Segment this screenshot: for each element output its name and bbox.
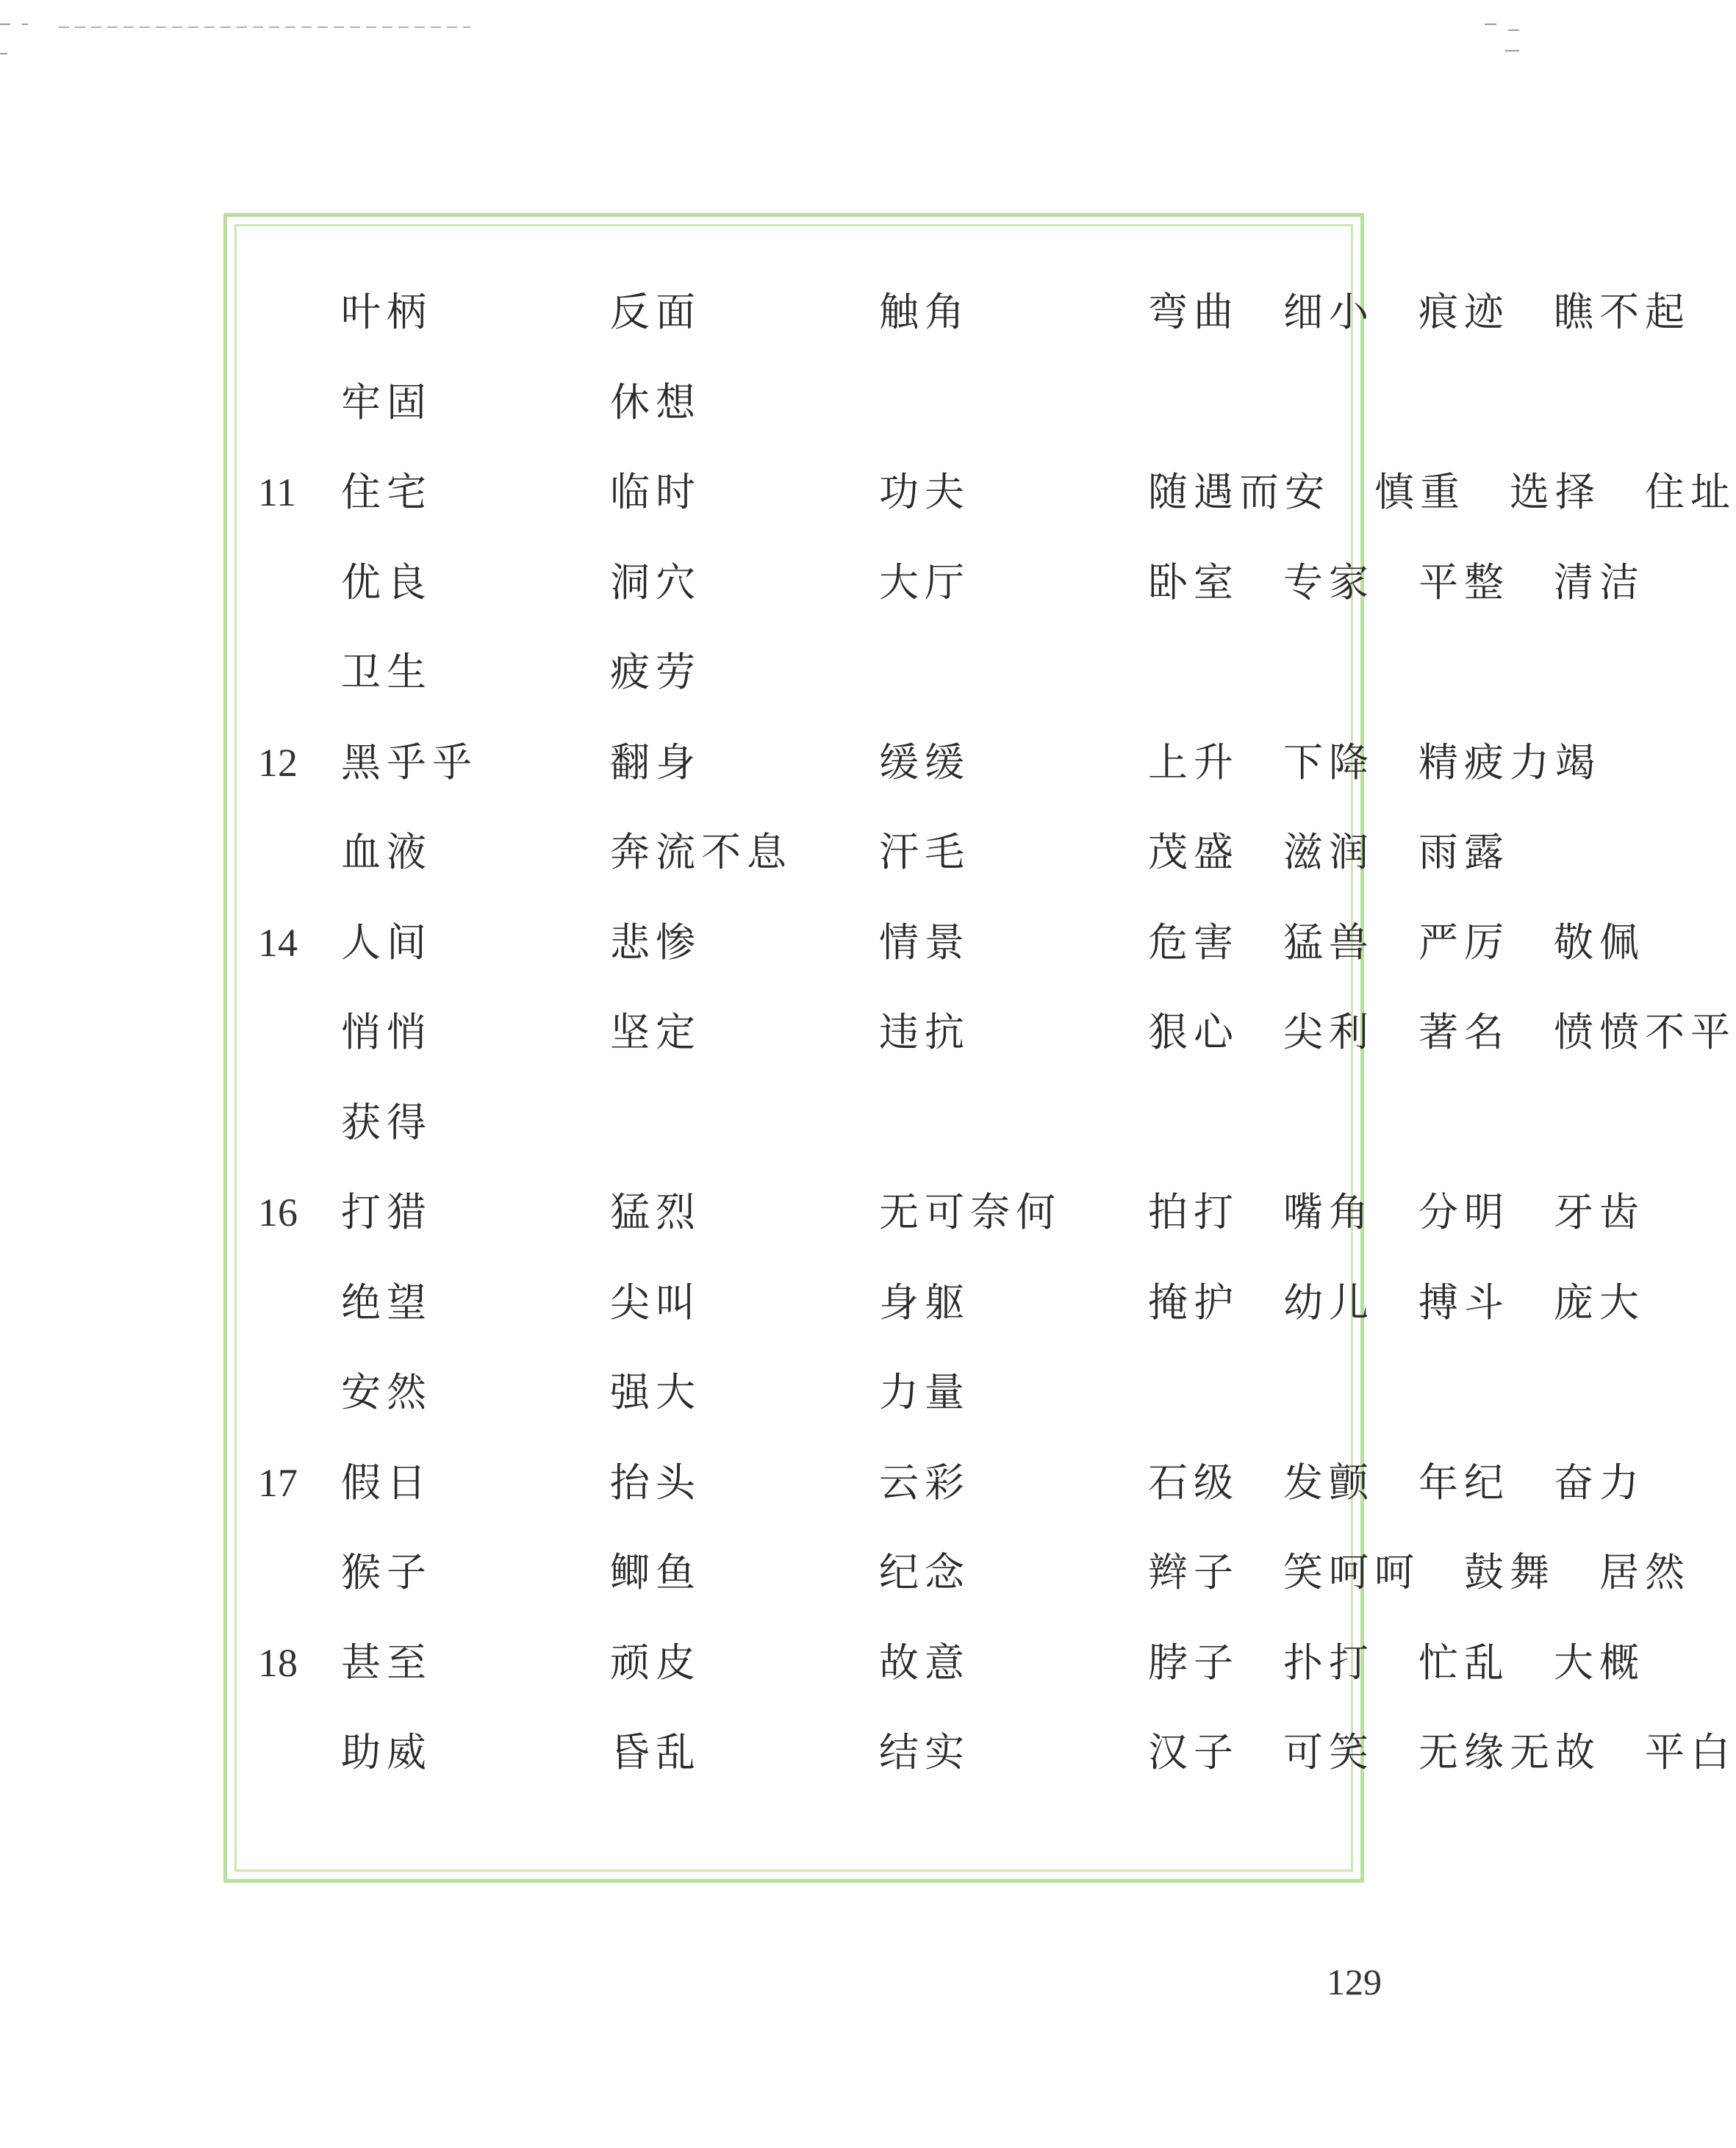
vocab-word: 无可奈何 xyxy=(879,1189,1061,1235)
vocab-word: 发颤 xyxy=(1283,1459,1374,1506)
vocab-word: 严厉 xyxy=(1418,919,1510,966)
vocab-word: 搏斗 xyxy=(1418,1279,1510,1326)
vocab-word: 奔流不息 xyxy=(610,829,792,875)
vocab-word: 昏乱 xyxy=(610,1729,701,1775)
vocab-word: 抬头 xyxy=(610,1459,701,1506)
vocab-word: 叶柄 xyxy=(341,289,432,335)
vocab-word: 危害 xyxy=(1148,919,1239,966)
vocab-word: 专家 xyxy=(1283,558,1374,606)
vocab-word: 弯曲 xyxy=(1148,289,1239,335)
lesson-number: 11 xyxy=(258,470,296,514)
vocab-word: 掩护 xyxy=(1148,1279,1239,1326)
vocab-word: 临时 xyxy=(610,469,701,515)
vocab-word: 助威 xyxy=(341,1729,432,1775)
vocab-word: 鲫鱼 xyxy=(610,1549,701,1595)
vocab-word: 悲惨 xyxy=(610,919,701,966)
vocab-word: 强大 xyxy=(610,1369,701,1415)
vocab-word: 细小 xyxy=(1283,289,1374,335)
vocab-word: 猛烈 xyxy=(610,1189,701,1235)
lesson-number: 18 xyxy=(258,1640,298,1685)
vocab-word: 忙乱 xyxy=(1418,1639,1510,1686)
vocab-word: 痕迹 xyxy=(1418,289,1510,335)
vocab-word: 著名 xyxy=(1418,1009,1510,1055)
lesson-number: 16 xyxy=(258,1190,298,1235)
vocab-word: 鼓舞 xyxy=(1464,1549,1555,1595)
vocab-word: 安然 xyxy=(341,1369,432,1415)
vocab-word: 庞大 xyxy=(1554,1279,1645,1326)
vocab-word: 猴子 xyxy=(341,1549,432,1595)
vocab-word: 大厅 xyxy=(879,558,970,606)
vocab-word: 选择 xyxy=(1510,469,1601,515)
vocab-word: 汉子 xyxy=(1148,1729,1239,1775)
vocab-word: 卧室 xyxy=(1148,558,1239,606)
vocab-word: 大概 xyxy=(1554,1639,1645,1686)
vocab-word: 云彩 xyxy=(879,1459,970,1506)
vocab-word: 笑呵呵 xyxy=(1283,1549,1420,1595)
vocab-word: 血液 xyxy=(341,829,432,875)
vocab-word: 结实 xyxy=(879,1729,970,1775)
vocab-word: 悄悄 xyxy=(341,1009,432,1055)
vocab-word: 分明 xyxy=(1418,1189,1510,1235)
vocab-word: 平白 xyxy=(1645,1729,1736,1775)
vocab-word: 顽皮 xyxy=(610,1639,701,1686)
vocab-word: 休想 xyxy=(610,378,701,425)
vocab-word: 甚至 xyxy=(341,1639,432,1686)
vocab-word: 假日 xyxy=(341,1459,432,1506)
vocab-word: 雨露 xyxy=(1418,829,1510,875)
vocab-word: 疲劳 xyxy=(610,649,701,695)
vocab-word: 尖利 xyxy=(1283,1009,1374,1055)
vocab-word: 缓缓 xyxy=(879,739,970,786)
vocab-word: 扑打 xyxy=(1283,1639,1374,1686)
lesson-number: 14 xyxy=(258,920,298,965)
vocab-word: 坚定 xyxy=(610,1009,701,1055)
vocab-word: 嘴角 xyxy=(1283,1189,1374,1235)
vocab-word: 反面 xyxy=(610,289,701,335)
vocab-word: 触角 xyxy=(879,289,970,335)
vocab-word: 故意 xyxy=(879,1639,970,1686)
vocab-word: 打猎 xyxy=(341,1189,432,1235)
vocab-word: 精疲力竭 xyxy=(1418,739,1601,786)
vocab-word: 纪念 xyxy=(879,1549,970,1595)
lesson-number: 17 xyxy=(258,1460,298,1505)
vocab-word: 牢固 xyxy=(341,378,432,425)
vocab-word: 居然 xyxy=(1599,1549,1690,1595)
vocab-word: 优良 xyxy=(341,558,432,606)
vocab-word: 平整 xyxy=(1418,558,1510,606)
vocab-word: 力量 xyxy=(879,1369,970,1415)
vocab-word: 滋润 xyxy=(1283,829,1374,875)
vocab-word: 住址 xyxy=(1645,469,1736,515)
vocab-word: 茂盛 xyxy=(1148,829,1239,875)
lesson-number: 12 xyxy=(258,740,298,785)
vocab-word: 翻身 xyxy=(610,739,701,786)
vocab-word: 幼儿 xyxy=(1283,1279,1374,1326)
vocab-word: 石级 xyxy=(1148,1459,1239,1506)
vocab-word: 瞧不起 xyxy=(1554,289,1690,335)
vocab-word: 随遇而安 xyxy=(1148,469,1330,515)
vocab-word: 愤愤不平 xyxy=(1554,1009,1736,1055)
vocabulary-frame xyxy=(223,213,1736,1883)
vocab-word: 辫子 xyxy=(1148,1549,1239,1595)
vocab-word: 拍打 xyxy=(1148,1189,1239,1235)
vocab-word: 身躯 xyxy=(879,1279,970,1326)
vocab-word: 可笑 xyxy=(1283,1729,1374,1775)
scan-edge-marks xyxy=(0,0,1519,59)
vocab-word: 敬佩 xyxy=(1554,919,1645,966)
vocab-word: 绝望 xyxy=(341,1279,432,1326)
vocab-word: 获得 xyxy=(341,1099,432,1146)
vocab-word: 黑乎乎 xyxy=(341,739,478,786)
vocab-word: 汗毛 xyxy=(879,829,970,875)
vocab-word: 奋力 xyxy=(1554,1459,1645,1506)
vocab-word: 卫生 xyxy=(341,649,432,695)
vocab-word: 住宅 xyxy=(341,469,432,515)
vocab-word: 功夫 xyxy=(879,469,970,515)
vocab-word: 尖叫 xyxy=(610,1279,701,1326)
vocab-word: 情景 xyxy=(879,919,970,966)
vocab-word: 上升 xyxy=(1148,739,1239,786)
vocab-word: 年纪 xyxy=(1418,1459,1510,1506)
vocab-word: 脖子 xyxy=(1148,1639,1239,1686)
vocab-word: 慎重 xyxy=(1374,469,1466,515)
vocab-word: 狠心 xyxy=(1148,1009,1239,1055)
vocab-word: 清洁 xyxy=(1554,558,1645,606)
vocab-word: 下降 xyxy=(1283,739,1374,786)
vocab-word: 无缘无故 xyxy=(1418,1729,1601,1775)
vocab-word: 违抗 xyxy=(879,1009,970,1055)
vocab-word: 人间 xyxy=(341,919,432,966)
page-number: 129 xyxy=(1327,1961,1382,2002)
vocab-word: 猛兽 xyxy=(1283,919,1374,966)
vocab-word: 洞穴 xyxy=(610,558,701,606)
vocab-word: 牙齿 xyxy=(1554,1189,1645,1235)
